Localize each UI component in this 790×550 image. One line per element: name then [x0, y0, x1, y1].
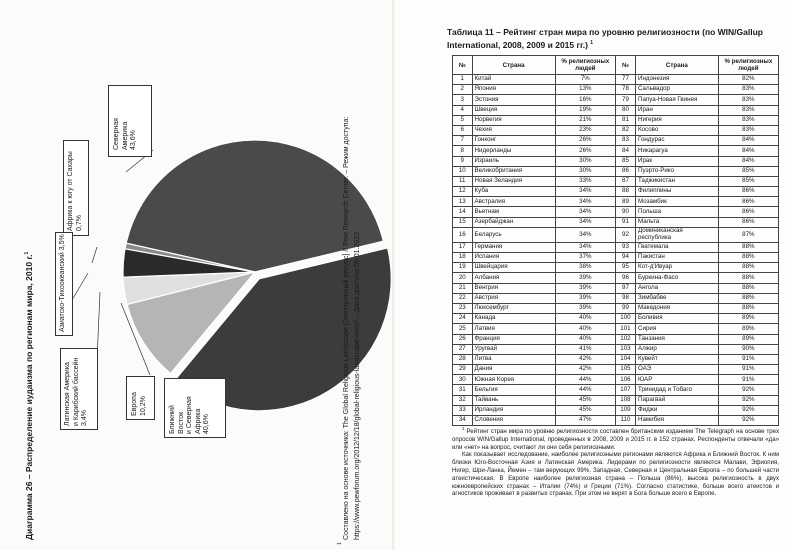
cell-percent: 47% — [555, 416, 615, 426]
cell-percent: 84% — [718, 156, 778, 166]
footnote-sup: 1 — [462, 426, 465, 431]
cell-country: Уругвай — [472, 344, 555, 354]
table-row — [453, 365, 779, 375]
cell-country: Мозамбик — [636, 197, 719, 207]
cell-percent: 40% — [555, 324, 615, 334]
label-middle-east: Ближний Восток и Северная Африка 40,6% — [164, 378, 226, 438]
cell-num: 6 — [453, 125, 473, 135]
cell-country: Австрия — [472, 293, 555, 303]
cell-num: 90 — [615, 207, 635, 217]
cell-num: 5 — [453, 115, 473, 125]
cell-country: Австралия — [472, 197, 555, 207]
cell-num: 7 — [453, 136, 473, 146]
label-europe: Европа 10,2% — [126, 376, 155, 420]
cell-country: Эстония — [472, 95, 555, 105]
cell-num: 97 — [615, 283, 635, 293]
cell-num: 110 — [615, 416, 635, 426]
table-body — [453, 75, 779, 426]
cell-country: Буркина-Фасо — [636, 273, 719, 283]
table-row — [453, 146, 779, 156]
cell-country: Алжир — [636, 344, 719, 354]
cell-country: Венгрия — [472, 283, 555, 293]
cell-num: 33 — [453, 405, 473, 415]
table-row — [453, 283, 779, 293]
cell-percent: 26% — [555, 146, 615, 156]
table-row — [453, 273, 779, 283]
cell-percent: 45% — [555, 405, 615, 415]
header-percent-2: % религиозных людей — [718, 56, 778, 75]
cell-percent: 37% — [555, 253, 615, 263]
cell-percent: 26% — [555, 136, 615, 146]
cell-percent: 40% — [555, 314, 615, 324]
cell-percent: 39% — [555, 283, 615, 293]
cell-percent: 42% — [555, 365, 615, 375]
table-row — [453, 115, 779, 125]
cell-country: Танзания — [636, 334, 719, 344]
cell-percent: 84% — [718, 136, 778, 146]
cell-percent: 84% — [718, 146, 778, 156]
footnote-paragraph-2: Как показывает исследование, наиболее религиозными регионами являются Африка и Ближний Восток. К ним близки Юго-Восточная Азия и Латинская Америка. Лидерами по религиозности являются Малави, Эфиопия, Нигер, Шри-Ланка, Йемен – там верующих 99%. Западная, Северная и Центральная Европа – по большей части атеистическая. В Европе наиболее религиозная страна – Польша (86%), высока религиозность в двух южноевропейских странах – Италии (74%) и Греции (71%). Согласно статистике, больше всего атеистов и агностиков проживает в развитых странах. При этом не верят в Бога больше всего в Европе. — [452, 451, 779, 498]
cell-percent: 34% — [555, 187, 615, 197]
cell-country: Кувейт — [636, 354, 719, 364]
cell-country: Кот-д'Ивуар — [636, 263, 719, 273]
cell-percent: 39% — [555, 293, 615, 303]
cell-country: Доминиканская республика — [636, 227, 719, 242]
cell-num: 24 — [453, 314, 473, 324]
table-row — [453, 176, 779, 186]
cell-country: Фиджи — [636, 405, 719, 415]
cell-percent: 91% — [718, 354, 778, 364]
cell-num: 20 — [453, 273, 473, 283]
cell-country: Германия — [472, 242, 555, 252]
cell-percent: 88% — [718, 283, 778, 293]
cell-country: Япония — [472, 85, 555, 95]
header-num-1: № — [453, 56, 473, 75]
cell-country: Иран — [636, 105, 719, 115]
table-row — [453, 263, 779, 273]
cell-percent: 42% — [555, 354, 615, 364]
cell-num: 94 — [615, 253, 635, 263]
cell-percent: 86% — [718, 197, 778, 207]
table-row — [453, 405, 779, 415]
cell-country: Тайвань — [472, 395, 555, 405]
cell-num: 10 — [453, 166, 473, 176]
table-row — [453, 217, 779, 227]
cell-country: Израиль — [472, 156, 555, 166]
cell-percent: 83% — [718, 115, 778, 125]
cell-percent: 87% — [718, 227, 778, 242]
table-title: Таблица 11 – Рейтинг стран мира по уровню религиозности (по WIN/Gallup International, 2008, 2009 и 2015 гг.) $^1$ — [447, 27, 763, 50]
cell-num: 30 — [453, 375, 473, 385]
table-row — [453, 395, 779, 405]
cell-num: 13 — [453, 197, 473, 207]
cell-percent: 82% — [718, 75, 778, 85]
cell-percent: 34% — [555, 242, 615, 252]
cell-num: 87 — [615, 176, 635, 186]
cell-country: Норвегия — [472, 115, 555, 125]
cell-country: Куба — [472, 187, 555, 197]
cell-num: 82 — [615, 125, 635, 135]
table-row — [453, 187, 779, 197]
cell-percent: 88% — [718, 303, 778, 313]
cell-country: Сирия — [636, 324, 719, 334]
cell-percent: 86% — [718, 217, 778, 227]
table-row — [453, 344, 779, 354]
label-latin-america: Латинская Америка и Карибский бассейн 3,4% — [60, 348, 98, 430]
cell-num: 77 — [615, 75, 635, 85]
cell-num: 25 — [453, 324, 473, 334]
cell-percent: 40% — [555, 334, 615, 344]
table-row — [453, 75, 779, 85]
cell-num: 109 — [615, 405, 635, 415]
table-row — [453, 324, 779, 334]
table-row — [453, 95, 779, 105]
cell-num: 105 — [615, 365, 635, 375]
cell-num: 91 — [615, 217, 635, 227]
cell-country: ОАЭ — [636, 365, 719, 375]
cell-country: Никарагуа — [636, 146, 719, 156]
cell-num: 103 — [615, 344, 635, 354]
cell-country: Тринидад и Тобаго — [636, 385, 719, 395]
cell-percent: 30% — [555, 166, 615, 176]
cell-country: Швеция — [472, 105, 555, 115]
cell-num: 14 — [453, 207, 473, 217]
cell-percent: 19% — [555, 105, 615, 115]
cell-percent: 89% — [718, 334, 778, 344]
cell-country: Швейцария — [472, 263, 555, 273]
table-row — [453, 253, 779, 263]
cell-percent: 88% — [718, 293, 778, 303]
table-row — [453, 354, 779, 364]
source-line-2: https://www.pewforum.org/2012/12/18/global-religious-landscape-exec/ – Дата доступа 09.01.2022. — [354, 230, 361, 540]
footnote-paragraph-1: Рейтинг стран мира по уровню религиозности составлен британским изданием The Telegraph на основе трех опросов WIN/Gallup International, проведенных в 2008, 2009 и 2015 гг. в 152 странах. Респонденты отвечали «да» или «нет» на вопрос, считают ли они себя религиозными. — [452, 428, 779, 451]
cell-num: 81 — [615, 115, 635, 125]
cell-percent: 34% — [555, 227, 615, 242]
cell-percent: 88% — [718, 242, 778, 252]
header-country-2: Страна — [636, 56, 719, 75]
cell-percent: 92% — [718, 416, 778, 426]
cell-num: 17 — [453, 242, 473, 252]
cell-country: Ирландия — [472, 405, 555, 415]
table-row — [453, 105, 779, 115]
cell-country: Намибия — [636, 416, 719, 426]
cell-country: Сальвадор — [636, 85, 719, 95]
cell-percent: 44% — [555, 385, 615, 395]
cell-country: Южная Корея — [472, 375, 555, 385]
cell-percent: 88% — [718, 253, 778, 263]
source-line-1: Составлено на основе источника: The Global Religious Landscape [Электронный ресурс] // Pew Research Center. – Режим доступа: — [343, 116, 350, 540]
cell-percent: 85% — [718, 176, 778, 186]
cell-num: 18 — [453, 253, 473, 263]
cell-num: 98 — [615, 293, 635, 303]
cell-country: Польша — [636, 207, 719, 217]
diagram-title: Диаграмма 26 – Распределение иудаизма по регионам мира, 2010 г.$^1$ — [24, 251, 34, 540]
cell-num: 31 — [453, 385, 473, 395]
cell-country: Чехия — [472, 125, 555, 135]
cell-percent: 44% — [555, 375, 615, 385]
cell-percent: 85% — [718, 166, 778, 176]
cell-num: 80 — [615, 105, 635, 115]
cell-num: 2 — [453, 85, 473, 95]
cell-percent: 90% — [718, 344, 778, 354]
cell-num: 3 — [453, 95, 473, 105]
cell-country: Словения — [472, 416, 555, 426]
cell-percent: 89% — [718, 324, 778, 334]
cell-num: 85 — [615, 156, 635, 166]
cell-percent: 88% — [718, 273, 778, 283]
cell-country: Ангола — [636, 283, 719, 293]
cell-percent: 39% — [555, 303, 615, 313]
label-africa-south-sahara: Африка к югу от Сахары 0,7% — [63, 140, 89, 236]
cell-percent: 91% — [718, 365, 778, 375]
cell-num: 8 — [453, 146, 473, 156]
cell-num: 89 — [615, 197, 635, 207]
cell-num: 100 — [615, 314, 635, 324]
cell-percent: 83% — [718, 125, 778, 135]
table-row — [453, 385, 779, 395]
cell-num: 106 — [615, 375, 635, 385]
cell-num: 12 — [453, 187, 473, 197]
cell-country: Таджикистан — [636, 176, 719, 186]
cell-num: 93 — [615, 242, 635, 252]
table-row — [453, 227, 779, 242]
cell-num: 15 — [453, 217, 473, 227]
cell-num: 86 — [615, 166, 635, 176]
table-row — [453, 314, 779, 324]
cell-num: 4 — [453, 105, 473, 115]
cell-num: 102 — [615, 334, 635, 344]
cell-num: 34 — [453, 416, 473, 426]
cell-percent: 33% — [555, 176, 615, 186]
cell-percent: 41% — [555, 344, 615, 354]
table-row — [453, 156, 779, 166]
table-row — [453, 375, 779, 385]
cell-percent: 7% — [555, 75, 615, 85]
table-row — [453, 136, 779, 146]
table-row — [453, 303, 779, 313]
cell-percent: 38% — [555, 263, 615, 273]
cell-country: Филиппины — [636, 187, 719, 197]
header-percent-1: % религиозных людей — [555, 56, 615, 75]
cell-country: Гонконг — [472, 136, 555, 146]
cell-country: Китай — [472, 75, 555, 85]
cell-num: 104 — [615, 354, 635, 364]
table-row — [453, 242, 779, 252]
cell-country: Азербайджан — [472, 217, 555, 227]
table-row — [453, 197, 779, 207]
cell-num: 96 — [615, 273, 635, 283]
table-header-row — [453, 56, 779, 75]
cell-country: Великобритания — [472, 166, 555, 176]
cell-num: 99 — [615, 303, 635, 313]
cell-country: Мальта — [636, 217, 719, 227]
cell-percent: 83% — [718, 105, 778, 115]
cell-num: 22 — [453, 293, 473, 303]
cell-num: 29 — [453, 365, 473, 375]
source-sup: 1 — [337, 542, 343, 545]
cell-num: 79 — [615, 95, 635, 105]
header-num-2: № — [615, 56, 635, 75]
table-row — [453, 166, 779, 176]
cell-num: 23 — [453, 303, 473, 313]
cell-num: 9 — [453, 156, 473, 166]
cell-num: 27 — [453, 344, 473, 354]
cell-percent: 34% — [555, 207, 615, 217]
cell-country: Нигерия — [636, 115, 719, 125]
cell-percent: 83% — [718, 95, 778, 105]
label-asia-pacific: Азиатско-Тихоокеанский 3,5% — [55, 232, 73, 336]
cell-country: Франция — [472, 334, 555, 344]
cell-country: Вьетнам — [472, 207, 555, 217]
cell-country: Пакистан — [636, 253, 719, 263]
cell-country: Индонезия — [636, 75, 719, 85]
cell-percent: 34% — [555, 217, 615, 227]
table-row — [453, 334, 779, 344]
cell-percent: 86% — [718, 187, 778, 197]
cell-num: 83 — [615, 136, 635, 146]
cell-num: 108 — [615, 395, 635, 405]
cell-percent: 86% — [718, 207, 778, 217]
cell-country: Косово — [636, 125, 719, 135]
cell-num: 95 — [615, 263, 635, 273]
cell-num: 32 — [453, 395, 473, 405]
cell-country: Зимбабве — [636, 293, 719, 303]
table-row — [453, 125, 779, 135]
cell-percent: 91% — [718, 375, 778, 385]
cell-percent: 89% — [718, 314, 778, 324]
cell-country: Парагвай — [636, 395, 719, 405]
cell-country: Ирак — [636, 156, 719, 166]
cell-country: Беларусь — [472, 227, 555, 242]
cell-percent: 21% — [555, 115, 615, 125]
table-row — [453, 207, 779, 217]
cell-country: Латвия — [472, 324, 555, 334]
cell-num: 84 — [615, 146, 635, 156]
cell-country: Пуэрто-Рико — [636, 166, 719, 176]
cell-country: Македония — [636, 303, 719, 313]
cell-percent: 23% — [555, 125, 615, 135]
cell-country: Гватемала — [636, 242, 719, 252]
cell-num: 16 — [453, 227, 473, 242]
footnote — [452, 425, 779, 498]
cell-num: 11 — [453, 176, 473, 186]
religiosity-table — [452, 55, 779, 426]
cell-percent: 92% — [718, 405, 778, 415]
cell-country: Новая Зеландия — [472, 176, 555, 186]
cell-num: 92 — [615, 227, 635, 242]
cell-country: Бельгия — [472, 385, 555, 395]
cell-num: 21 — [453, 283, 473, 293]
cell-percent: 92% — [718, 385, 778, 395]
table-row — [453, 293, 779, 303]
cell-percent: 13% — [555, 85, 615, 95]
cell-num: 28 — [453, 354, 473, 364]
cell-country: Люксембург — [472, 303, 555, 313]
cell-country: Дания — [472, 365, 555, 375]
cell-country: Нидерланды — [472, 146, 555, 156]
cell-country: ЮАР — [636, 375, 719, 385]
cell-num: 107 — [615, 385, 635, 395]
cell-country: Папуа-Новая Гвинея — [636, 95, 719, 105]
table-row — [453, 85, 779, 95]
cell-percent: 88% — [718, 263, 778, 273]
cell-num: 1 — [453, 75, 473, 85]
cell-num: 88 — [615, 187, 635, 197]
cell-percent: 30% — [555, 156, 615, 166]
cell-country: Канада — [472, 314, 555, 324]
header-country-1: Страна — [472, 56, 555, 75]
cell-num: 78 — [615, 85, 635, 95]
cell-percent: 83% — [718, 85, 778, 95]
cell-percent: 92% — [718, 395, 778, 405]
cell-country: Гондурас — [636, 136, 719, 146]
cell-country: Испания — [472, 253, 555, 263]
cell-country: Боливия — [636, 314, 719, 324]
cell-num: 19 — [453, 263, 473, 273]
cell-num: 26 — [453, 334, 473, 344]
cell-percent: 34% — [555, 197, 615, 207]
label-north-america: Северная Америка 43,6% — [108, 85, 152, 157]
cell-country: Албания — [472, 273, 555, 283]
cell-percent: 16% — [555, 95, 615, 105]
cell-percent: 45% — [555, 395, 615, 405]
cell-country: Литва — [472, 354, 555, 364]
cell-percent: 39% — [555, 273, 615, 283]
cell-num: 101 — [615, 324, 635, 334]
